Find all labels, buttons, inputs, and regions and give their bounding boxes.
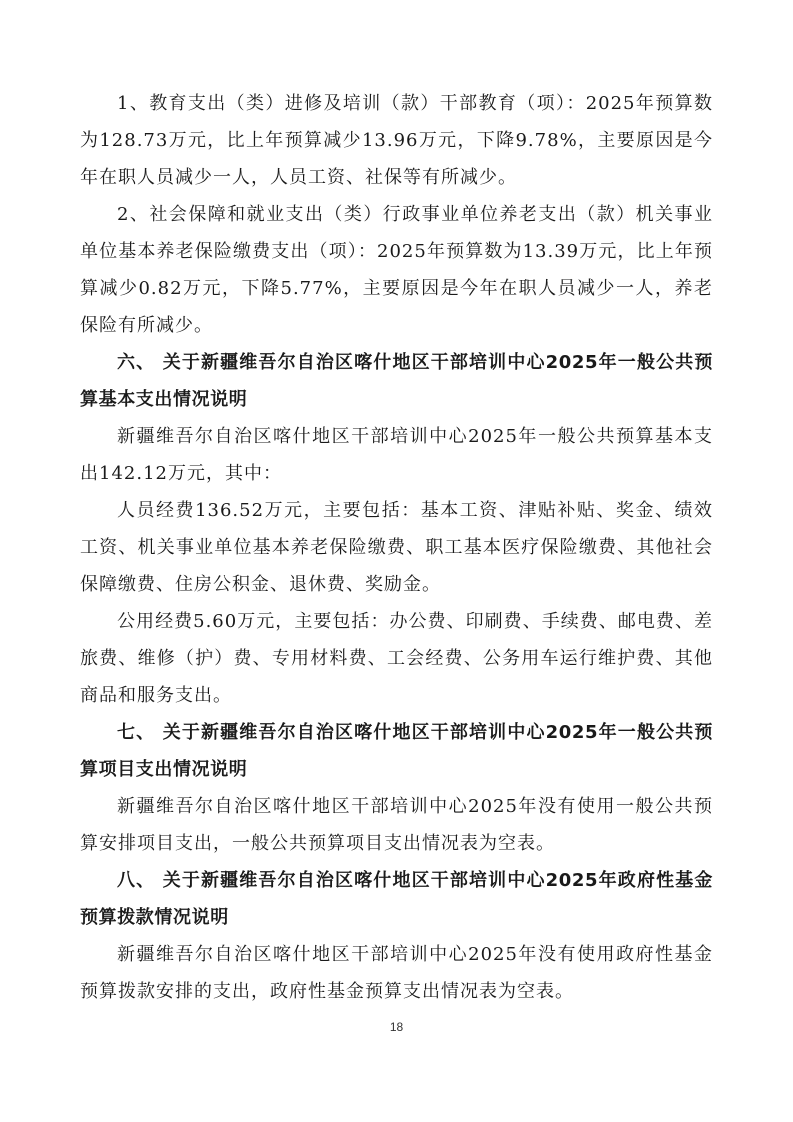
paragraph-public-expense: 公用经费5.60万元，主要包括：办公费、印刷费、手续费、邮电费、差旅费、维修（护）费、专用材料费、工会经费、公务用车运行维护费、其他商品和服务支出。 [80, 611, 713, 706]
page-number: 18 [389, 1020, 404, 1034]
paragraph-government-fund: 新疆维吾尔自治区喀什地区干部培训中心2025年没有使用政府性基金预算拨款安排的支出，政府性基金预算支出情况表为空表。 [80, 944, 713, 1002]
section-heading-6: 六、 关于新疆维吾尔自治区喀什地区干部培训中心2025年一般公共预算基本支出情况说明 [80, 352, 713, 410]
paragraph-basic-expense-total: 新疆维吾尔自治区喀什地区干部培训中心2025年一般公共预算基本支出142.12万元，其中： [80, 426, 713, 484]
section-heading-7: 七、 关于新疆维吾尔自治区喀什地区干部培训中心2025年一般公共预算项目支出情况说明 [80, 722, 713, 780]
paragraph-education-expense: 1、教育支出（类）进修及培训（款）干部教育（项）：2025年预算数为128.73万元，比上年预算减少13.96万元，下降9.78%，主要原因是今年在职人员减少一人，人员工资、社保等有所减少。 [80, 93, 713, 188]
section-heading-8: 八、 关于新疆维吾尔自治区喀什地区干部培训中心2025年政府性基金预算拨款情况说明 [80, 870, 713, 928]
document-body [80, 85, 713, 1010]
paragraph-pension-expense: 2、社会保障和就业支出（类）行政事业单位养老支出（款）机关事业单位基本养老保险缴费支出（项）：2025年预算数为13.39万元，比上年预算减少0.82万元，下降5.77%，主要原因是今年在职人员减少一人，养老保险有所减少。 [80, 204, 713, 336]
paragraph-project-expense: 新疆维吾尔自治区喀什地区干部培训中心2025年没有使用一般公共预算安排项目支出，一般公共预算项目支出情况表为空表。 [80, 796, 713, 854]
paragraph-personnel-expense: 人员经费136.52万元，主要包括：基本工资、津贴补贴、奖金、绩效工资、机关事业单位基本养老保险缴费、职工基本医疗保险缴费、其他社会保障缴费、住房公积金、退休费、奖励金。 [80, 500, 713, 595]
